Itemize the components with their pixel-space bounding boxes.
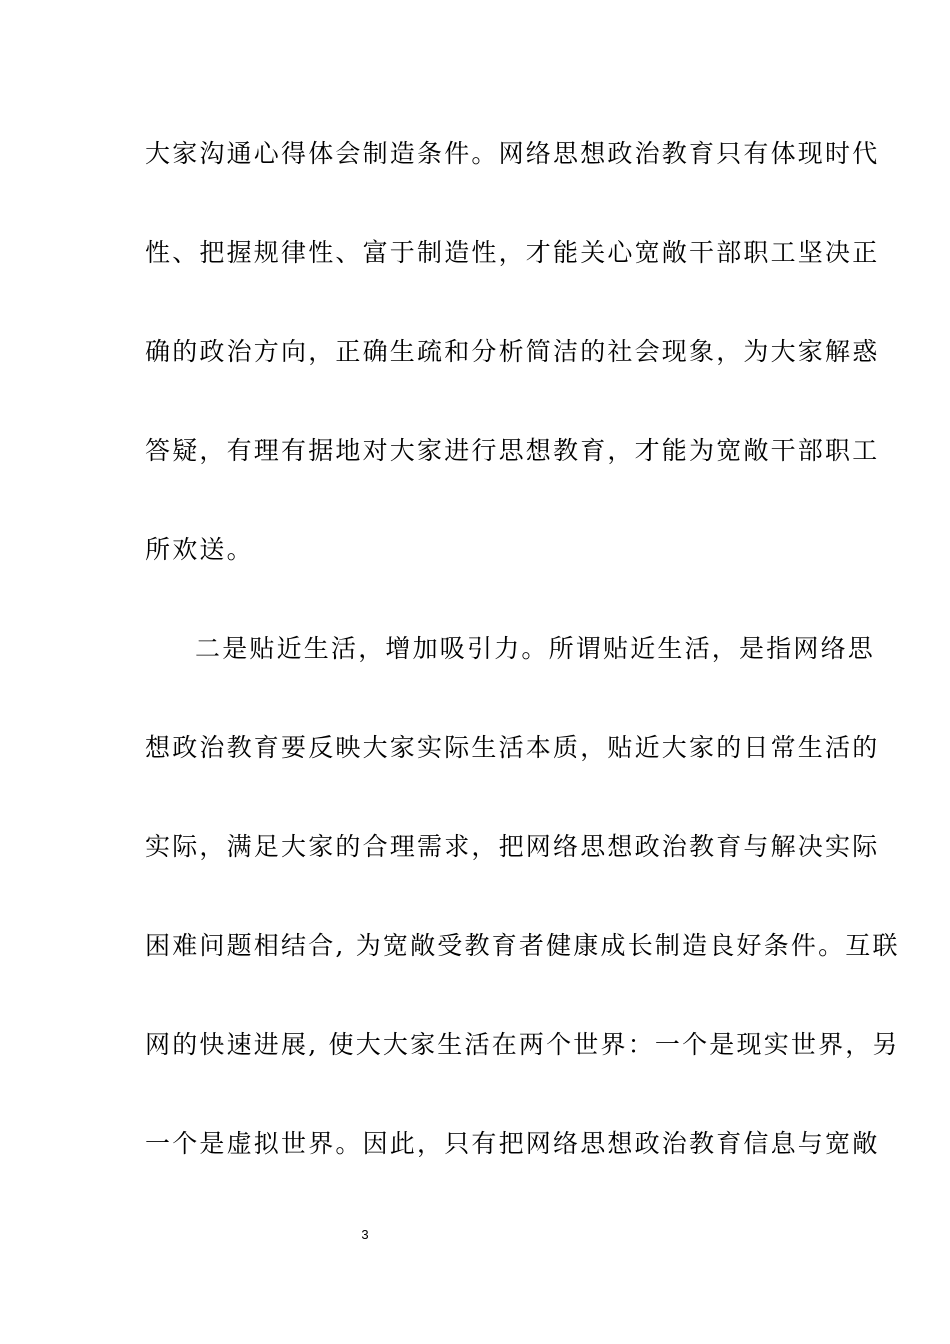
text-line-8: 实际，满足大家的合理需求，把网络思想政治教育与解决实际 [145,832,880,861]
page-number: 3 [361,1227,369,1242]
paragraph-2-first-line: 二是贴近生活，增加吸引力。所谓贴近生活，是指网络思 [195,634,876,663]
text-line-10: 网的快速进展, 使大大家生活在两个世界：一个是现实世界，另 [145,1030,900,1059]
text-line-5: 所欢送。 [145,535,254,564]
text-line-4: 答疑，有理有据地对大家进行思想教育，才能为宽敞干部职工 [145,436,880,465]
text-line-9: 困难问题相结合, 为宽敞受教育者健康成长制造良好条件。互联 [145,931,900,960]
text-line-1: 大家沟通心得体会制造条件。网络思想政治教育只有体现时代 [145,139,880,168]
text-line-3: 确的政治方向，正确生疏和分析简洁的社会现象，为大家解惑 [145,337,880,366]
text-line-2: 性、把握规律性、富于制造性，才能关心宽敞干部职工坚决正 [145,238,880,267]
text-line-11: 一个是虚拟世界。因此，只有把网络思想政治教育信息与宽敞 [145,1129,880,1158]
text-line-7: 想政治教育要反映大家实际生活本质，贴近大家的日常生活的 [145,733,880,762]
